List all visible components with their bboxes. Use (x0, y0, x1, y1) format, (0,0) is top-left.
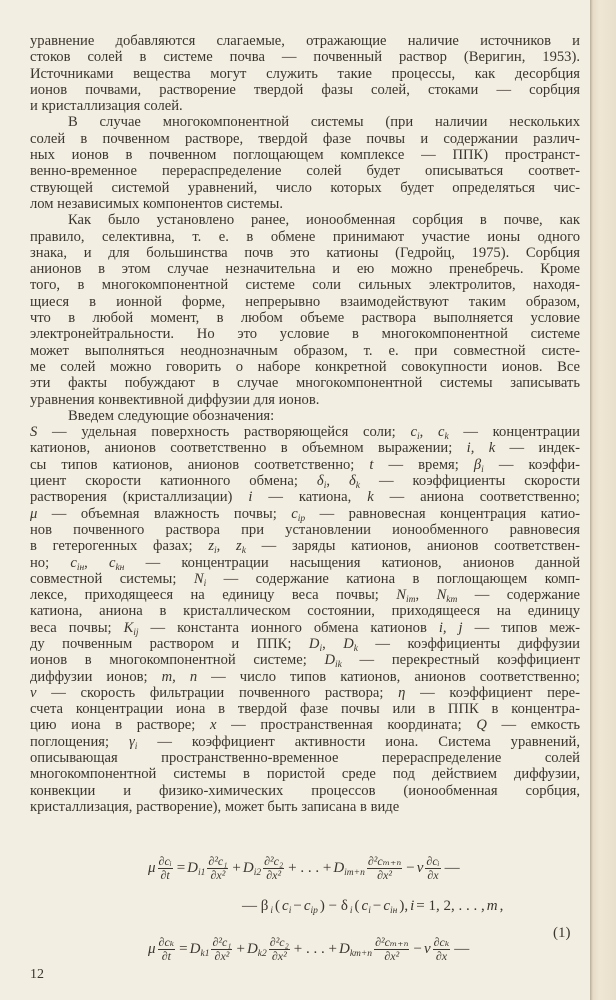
math-operator: − (406, 860, 415, 876)
denominator: ∂x² (210, 868, 226, 882)
math-variable: D (333, 860, 345, 876)
text-line (30, 506, 580, 522)
denominator: ∂t (160, 868, 170, 882)
equation-label: (1) (553, 925, 571, 941)
text-line (30, 212, 580, 228)
text-line (30, 440, 580, 456)
math-subscript: iт (406, 595, 416, 606)
text-run: — удельная поверхность растворяющейся соли; (37, 424, 411, 441)
fraction (211, 936, 232, 963)
math-symbol (476, 717, 487, 733)
text-line (30, 114, 580, 130)
text-run: уравнение добавляются слагаемые, отражающие наличие источников и (30, 33, 580, 49)
math-subscript: ik (335, 660, 342, 671)
numerator: ∂²c₁ (208, 854, 228, 868)
math-variable: i, k (466, 440, 496, 457)
math-operator: − (413, 941, 422, 957)
math-variable: D (189, 941, 201, 957)
text-line (30, 196, 580, 212)
text-line (30, 701, 580, 717)
text-run: — время; (373, 456, 474, 473)
math-variable: δ (316, 473, 324, 490)
math-subscript: k (444, 432, 449, 443)
math-variable: μ (148, 941, 156, 957)
math-variable: z (208, 538, 214, 555)
text-run: описывающая пространственно-временное перераспределение солей (30, 750, 580, 767)
text-line (30, 424, 580, 443)
text-run: венно-временное перераспределение солей будет описываться соответ- (30, 163, 580, 180)
text-line (30, 343, 580, 359)
math-symbol (348, 473, 360, 492)
math-symbol (194, 571, 206, 587)
math-symbol (124, 620, 139, 636)
fraction (158, 855, 173, 882)
text-line (30, 359, 580, 375)
math-variable: t (369, 456, 374, 473)
text-line (30, 717, 580, 733)
text-run: счета концентрации иона в твердой фазе почвы или в ППК в концентра- (30, 701, 580, 718)
math-variable: k (367, 489, 374, 506)
text-line (30, 473, 580, 492)
text-line (30, 522, 580, 538)
text-run: катиона, аниона в кристаллическом состоянии, приходящееся на единицу (30, 603, 580, 620)
text-line (30, 163, 580, 179)
text-run: — коэффициенты скорости (359, 473, 580, 490)
fraction (269, 936, 290, 963)
math-symbol (282, 898, 291, 915)
math-symbol (410, 424, 420, 443)
math-variable: N (193, 570, 204, 587)
denominator: ∂x² (266, 868, 282, 882)
math-symbol (316, 473, 327, 492)
math-symbol (362, 898, 371, 915)
text-run: , (84, 554, 109, 571)
text-run: эти факты побуждают в случае многокомпонентной системы записывать (30, 375, 580, 392)
text-run: конвекции и физико-химических процессов (ионообменная сорбция, (30, 782, 580, 799)
math-symbol (309, 636, 322, 652)
text-run: — коэффи- (483, 456, 581, 473)
numerator: ∂cₖ (158, 935, 175, 949)
math-subscript: i (214, 546, 217, 557)
text-line (30, 82, 580, 98)
math-variable: i (410, 898, 415, 914)
math-variable: c (282, 898, 289, 914)
text-run: растворения (кристаллизации) (30, 489, 249, 506)
text-line (30, 375, 580, 391)
math-operator: ), (399, 898, 409, 914)
math-subscript: ip (297, 513, 306, 524)
math-variable: Q (476, 717, 487, 734)
text-run: циент скорости катионного обмена; (30, 473, 317, 490)
text-run: — аниона соответственно; (373, 489, 580, 506)
denominator: ∂x² (384, 949, 400, 963)
math-symbol (187, 860, 205, 877)
text-run: совместной системы; (30, 570, 194, 587)
math-variable: v (30, 684, 37, 701)
math-symbol (304, 898, 318, 915)
denominator: ∂x (427, 868, 439, 882)
math-variable: D (343, 635, 354, 652)
math-variable: z (236, 538, 242, 555)
text-line (30, 734, 580, 750)
text-run: ствующей системой уравнений, число которых будет определяться чис- (30, 179, 580, 196)
numerator: ∂²c₁ (212, 935, 232, 949)
text-run: — коэффициенты диффузии (357, 635, 580, 652)
math-symbol (467, 440, 496, 456)
text-run: что в любой момент, в любом объеме раствора выполняется условие (30, 310, 580, 327)
math-subscript: i (203, 578, 207, 589)
math-variable: D (308, 635, 320, 652)
math-operator: , (499, 898, 504, 914)
numerator: ∂²c₂ (269, 935, 289, 949)
math-subscript: kн (115, 562, 125, 573)
math-operator: = (179, 941, 188, 957)
math-subscript: i (288, 906, 292, 916)
text-line (30, 750, 580, 766)
text-run: — катиона, (252, 489, 368, 506)
text-run: ных ионов в почвенном поглощающем комплексе — ППК) пространст- (30, 147, 580, 164)
equation-cation-line2 (240, 898, 505, 915)
math-variable: D (246, 941, 258, 957)
text-line (30, 636, 580, 652)
math-subscript: i (481, 464, 484, 475)
text-run: нов почвенного раствора при установлении ионообменного равновесия (30, 521, 580, 538)
text-line (30, 392, 580, 408)
math-subscript: i (349, 906, 353, 916)
math-subscript: kт (446, 595, 458, 606)
math-subscript: i (323, 481, 327, 492)
denominator: ∂x² (377, 868, 392, 882)
text-run: Введем следующие обозначения: (68, 407, 275, 424)
math-operator: + . . . + (293, 941, 337, 957)
text-run: диффузии ионов; (30, 668, 162, 685)
text-run: того, в многокомпонентной системе соли сильных электролитов, находя- (30, 277, 580, 294)
text-run: сы типов катионов, анионов соответственно; (30, 456, 370, 473)
text-line (30, 571, 580, 587)
math-variable: c (383, 898, 390, 914)
text-line (30, 555, 580, 571)
math-operator: + (232, 860, 241, 876)
math-operator: = (176, 860, 186, 876)
text-line (30, 66, 580, 82)
text-run: — индек- (495, 440, 580, 457)
text-run: — коэффициент активности иона. Система уравнений, (137, 733, 581, 750)
math-symbol (343, 636, 358, 652)
math-subscript: ip (310, 906, 318, 916)
text-line (30, 277, 580, 293)
text-run: — содержание (457, 587, 580, 604)
text-run: — типов меж- (462, 619, 580, 636)
text-line (30, 457, 580, 473)
fraction (367, 855, 402, 882)
math-subscript: k (241, 546, 246, 557)
text-run: — заряды катионов, анионов соответствен- (245, 538, 581, 555)
math-operator: ) − δ (319, 898, 348, 914)
math-symbol (208, 538, 217, 557)
math-variable: c (70, 554, 77, 571)
math-symbol (70, 555, 84, 571)
text-line (30, 131, 580, 147)
text-line (30, 229, 580, 245)
math-symbol (109, 555, 124, 571)
math-symbol (410, 898, 414, 915)
math-subscript: iн (76, 562, 85, 573)
text-run: — коэффициент пере- (405, 684, 580, 701)
numerator: ∂cᵢ (158, 854, 172, 868)
text-run: — перекрестный коэффициент (341, 652, 580, 669)
text-line (30, 147, 580, 163)
math-subscript: i (368, 906, 371, 916)
math-variable: N (436, 587, 447, 604)
math-variable: m (486, 898, 498, 914)
math-symbol (487, 898, 498, 915)
text-run: Как было установлено ранее, ионообменная сорбция в почве, как (68, 212, 580, 229)
math-variable: γ (128, 733, 135, 750)
math-symbol (350, 898, 353, 915)
text-run: лексе, приходящееся на единицу веса почвы; (30, 587, 397, 604)
math-variable: i, j (438, 619, 463, 636)
text-run: ду почвенным раствором и ППК; (30, 635, 309, 652)
text-run: щиеся в ионной форме, непрерывно взаимодействуют таким образом, (30, 293, 580, 310)
text-run: анионов в этом случае незначительна и ею можно пренебречь. Кроме (30, 261, 580, 278)
math-variable: i (248, 489, 253, 506)
text-run: , (419, 424, 438, 441)
text-line (30, 489, 580, 505)
math-operator: ( (275, 898, 281, 914)
fraction (263, 855, 284, 882)
text-line (30, 98, 580, 114)
math-subscript: km+n (349, 949, 373, 959)
math-symbol (148, 941, 156, 958)
math-symbol (417, 860, 424, 877)
text-line (30, 180, 580, 196)
text-line (30, 603, 580, 619)
denominator: ∂x (435, 949, 448, 963)
math-variable: c (303, 898, 311, 914)
math-symbol (247, 941, 267, 958)
fraction (158, 936, 176, 963)
text-run: может выполняться неоднозначным образом, т. е. при совместной систе- (30, 342, 580, 359)
text-line (30, 310, 580, 326)
math-variable: c (361, 898, 369, 914)
text-run: — константа ионного обмена катионов (138, 619, 439, 636)
math-symbol (339, 941, 372, 958)
text-run: веса почвы; (30, 619, 124, 636)
text-line (30, 783, 580, 799)
text-run: поглощения; (30, 733, 129, 750)
fraction (433, 936, 451, 963)
math-operator: − (293, 898, 302, 914)
math-subscript: iн (390, 906, 398, 916)
numerator: ∂cᵢ (426, 854, 440, 868)
math-variable: c (410, 424, 417, 441)
math-variable: D (242, 860, 254, 876)
text-run: ме солей можно говорить о наборе конкретной совокупности ионов. Все (30, 358, 580, 375)
math-symbol (148, 860, 156, 877)
equation-cation-line1 (148, 855, 462, 882)
math-subscript: i (134, 741, 138, 752)
math-subscript: i1 (198, 868, 206, 878)
text-run: цию иона в растворе; (30, 717, 210, 734)
text-run: многокомпонентной системы в пористой среде под действием диффузии, (30, 766, 580, 783)
equation-anion-line1 (148, 936, 471, 963)
text-line (30, 326, 580, 342)
math-variable: β (473, 456, 482, 473)
text-run: — пространственная координата; (216, 717, 477, 734)
numerator: ∂²cₘ₊ₙ (367, 854, 402, 868)
text-run: — равновесная концентрация катио- (305, 505, 580, 522)
text-run: Источниками вещества могут служить такие процессы, как десорбция (30, 65, 580, 82)
math-subscript: k1 (200, 949, 210, 959)
numerator: ∂²c₂ (264, 854, 284, 868)
text-line (30, 799, 580, 815)
text-line (30, 652, 580, 671)
fraction (374, 936, 409, 963)
math-variable: δ (348, 473, 356, 490)
text-line (30, 261, 580, 277)
text-run: — число типов катионов, анионов соответственно; (197, 668, 580, 685)
math-variable: μ (148, 860, 156, 876)
math-variable: c (291, 505, 298, 522)
math-variable: D (187, 860, 198, 876)
text-run: стоков солей в системе почва — почвенный раствор (Веригин, 1953). (30, 49, 580, 66)
body-text (30, 33, 580, 815)
text-line (30, 538, 581, 557)
text-run: солей в почвенном растворе, твердой фазе почвы и содержании различ- (30, 130, 580, 147)
math-subscript: i (270, 906, 274, 916)
text-run: — концентрации (448, 424, 580, 441)
math-operator: = 1, 2, . . . , (416, 898, 485, 914)
math-symbol (162, 669, 198, 685)
math-operator: — (444, 860, 460, 876)
math-subscript: k2 (257, 949, 267, 959)
text-run: катионов, анионов соответственно в объемном выражении; (30, 440, 467, 457)
text-run: но; (30, 554, 71, 571)
text-run: , (216, 538, 237, 555)
math-variable: D (338, 941, 350, 957)
text-line (30, 294, 580, 310)
math-subscript: im+n (344, 868, 365, 878)
text-line (30, 685, 580, 701)
text-run: и кристаллизация солей. (30, 98, 183, 115)
text-line (30, 669, 580, 685)
text-line (30, 766, 580, 782)
math-subscript: i (319, 643, 323, 654)
page-number: 12 (30, 967, 44, 982)
math-subscript: k (353, 643, 358, 654)
math-variable: S (30, 424, 38, 441)
text-run: , (322, 635, 344, 652)
math-symbol (383, 898, 397, 915)
math-symbol (439, 620, 463, 636)
text-run: уравнения конвективной диффузии для ионов. (30, 391, 320, 408)
math-subscript: i2 (253, 868, 262, 878)
fraction (207, 855, 228, 882)
text-run: В случае многокомпонентной системы (при наличии нескольких (68, 114, 580, 131)
numerator: ∂cₖ (433, 935, 450, 949)
math-operator: ( (354, 898, 360, 914)
math-symbol (333, 860, 365, 877)
math-subscript: k (355, 481, 360, 492)
math-variable: v (416, 860, 424, 876)
math-symbol (474, 457, 484, 473)
text-line (30, 620, 580, 636)
math-variable: c (437, 424, 445, 441)
text-run: — концентрации насыщения катионов, анионов данной (124, 554, 580, 571)
math-variable: K (123, 619, 134, 636)
math-symbol (396, 587, 416, 606)
math-variable: N (396, 587, 406, 604)
math-symbol (291, 506, 305, 522)
text-run: — емкость (486, 717, 580, 734)
text-run: электронейтральности. Но это условие в многокомпонентной системе (30, 326, 580, 343)
text-run: правило, селективна, т. е. в обмене принимают участие ионы одного (30, 228, 580, 245)
fraction (425, 855, 440, 882)
math-symbol (324, 652, 342, 671)
math-variable: η (398, 684, 406, 701)
text-run: , (415, 587, 437, 604)
math-symbol (270, 898, 273, 915)
text-line (30, 49, 580, 65)
math-subscript: ij (133, 627, 139, 638)
denominator: ∂x² (271, 949, 287, 963)
text-run: кристаллизация, растворение), может быть записана в виде (30, 798, 400, 815)
denominator: ∂x² (214, 949, 230, 963)
text-line (30, 33, 580, 49)
adjacent-page-edge (590, 0, 616, 1000)
math-symbol (424, 941, 431, 958)
numerator: ∂²cₘ₊ₙ (375, 935, 409, 949)
text-run: — скорость фильтрации почвенного раствора; (36, 684, 399, 701)
math-operator: + . . . + (288, 860, 332, 876)
math-operator: − (372, 898, 382, 914)
math-variable: c (108, 554, 116, 571)
text-run: ионов почвами, растворение твердой фазы солей, стоками — сорбция (30, 81, 580, 98)
text-run: — содержание катиона в поглощающем комп- (206, 570, 580, 587)
math-variable: D (324, 652, 336, 669)
text-run: , (326, 473, 349, 490)
text-line (30, 408, 580, 424)
text-run: лом независимых компонентов системы. (30, 195, 284, 212)
math-symbol (236, 538, 246, 557)
text-run: ионов в многокомпонентной системе; (30, 652, 325, 669)
text-run: знака, и для большинства почв это катионы (Гедройц, 1975). Сорбция (30, 244, 580, 261)
math-variable: m, n (161, 668, 198, 685)
math-symbol (243, 860, 261, 877)
text-line (30, 587, 580, 606)
math-variable: μ (30, 505, 38, 522)
math-subscript: i (416, 432, 420, 443)
text-run: в гетерогенных фазах; (30, 538, 209, 555)
math-symbol (190, 941, 210, 958)
math-operator: — β (242, 898, 269, 914)
text-run: — объемная влажность почвы; (37, 505, 292, 522)
math-symbol (436, 587, 458, 606)
math-variable: v (423, 941, 431, 957)
text-line (30, 245, 580, 261)
math-variable: x (209, 717, 217, 734)
math-operator: + (236, 941, 245, 957)
math-operator: — (454, 941, 470, 957)
denominator: ∂t (161, 949, 171, 963)
math-symbol (437, 424, 449, 443)
